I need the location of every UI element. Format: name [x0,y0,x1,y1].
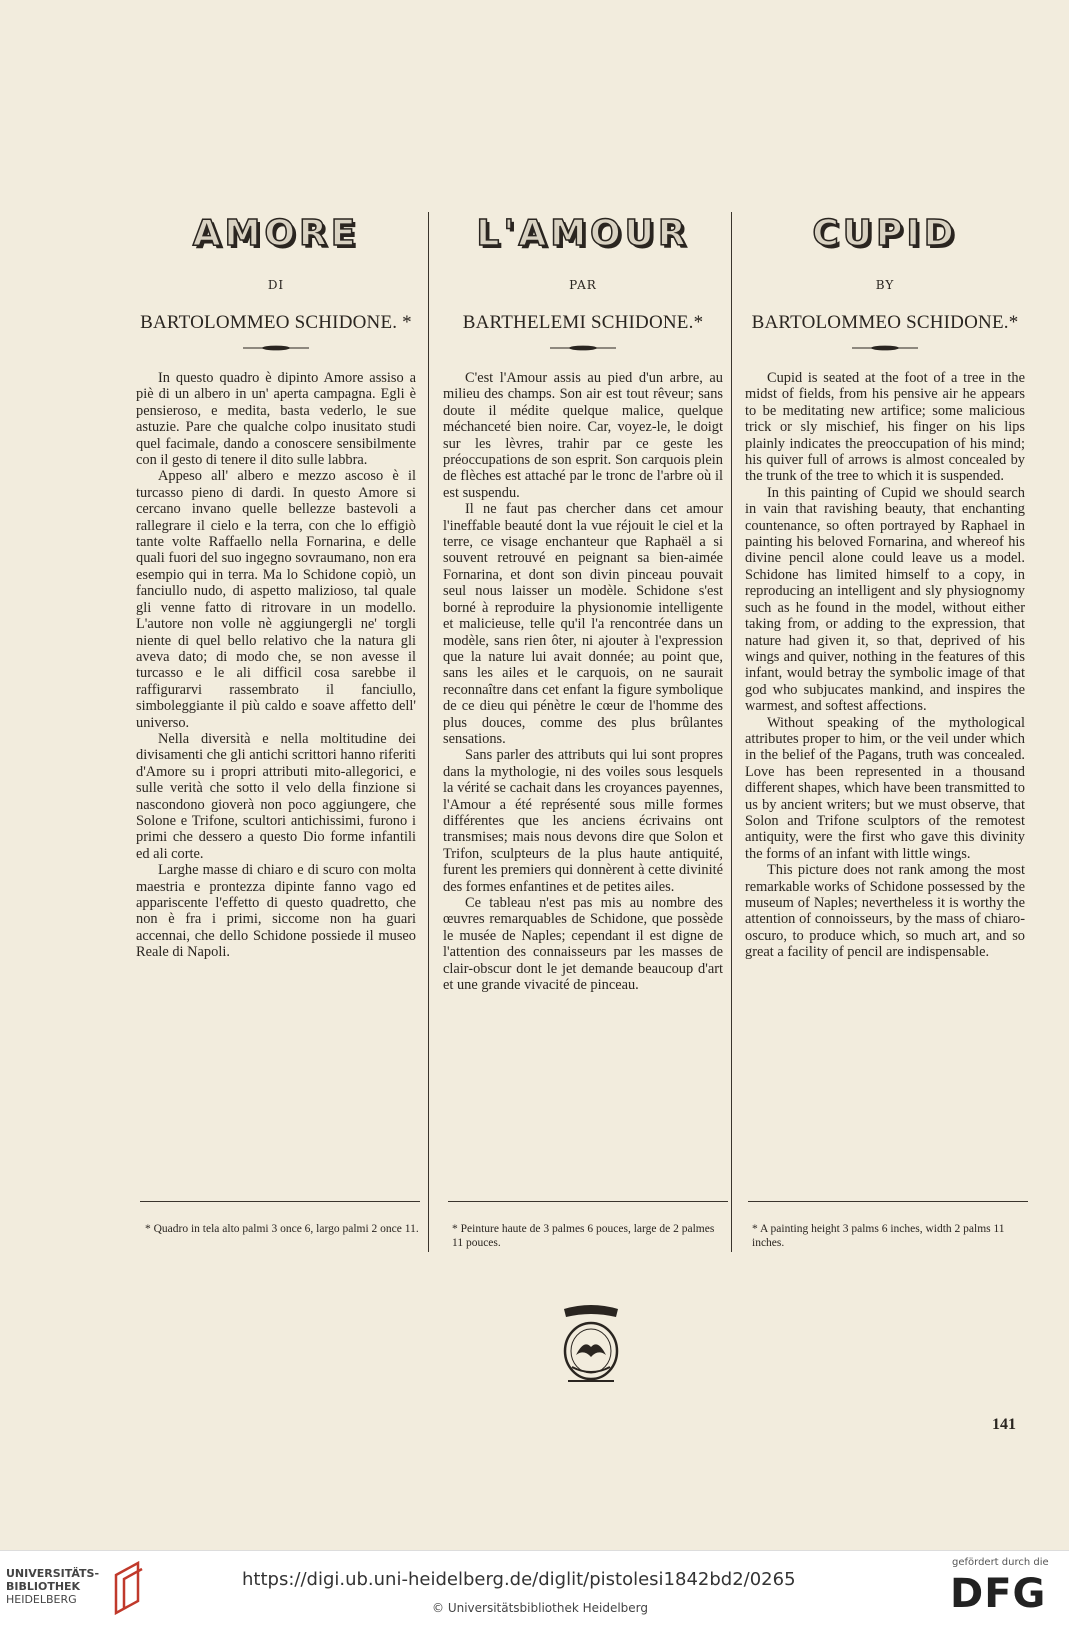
french-title: L'AMOUR [476,213,690,254]
library-name-line: HEIDELBERG [6,1593,77,1606]
italian-text [136,370,416,961]
english-text [745,370,1025,961]
english-footnote: * A painting height 3 palms 6 inches, width 2 palms 11 inches. [752,1223,1005,1249]
french-footnote: * Peinture haute de 3 palmes 6 pouces, large de 2 palmes 11 pouces. [452,1223,715,1249]
library-logo-icon [112,1561,146,1615]
french-preposition: PAR [569,278,597,292]
italian-paragraph: In questo quadro è dipinto Amore assiso a piè di un albero in un' aperta campagna. Egli è pensieroso, e medita, basta vederlo, le sue astuzie. Pare che qualche colpo inusitato studi quel facimale, dando a conoscere sensibilmente con il gesto di tenere il dito sulle labbra. [136,370,416,469]
italian-paragraph: Larghe masse di chiaro e di scuro con molta maestria e prontezza dipinte fanno vago ed appariscente l'effetto di questo quadretto, che non è fra i primi, siccome non ha guari accennai, che dello Schidone possiede il museo Reale di Napoli. [136,862,416,961]
divider-ornament [850,344,920,352]
english-title: CUPID [812,213,958,254]
funding-note: gefördert durch die [952,1557,1049,1568]
italian-footnote: * Quadro in tela alto palmi 3 once 6, largo palmi 2 once 11. [145,1223,419,1235]
italian-paragraph: Nella diversità e nella moltitudine dei divisamenti che gli antichi scrittori hanno riferiti d'Amore su i propri attributi mito-allegorici, e sulle verità che sotto il velo della finzione si nascondono gioverà non poco aggiungere, che Solone e Trifone, scultori antichissimi, furono i primi che dessero a questo Dio forme infantili ed ali corte. [136,730,416,862]
library-name [6,1567,99,1606]
english-paragraph: This picture does not rank among the most remarkable works of Schidone possessed by the museum of Naples; nevertheless it is worthy the attention of connoisseurs, by the mass of chiaro-oscuro, to produce which, so much art, and so great a facility of pencil are indispensable. [745,862,1025,961]
english-preposition: BY [875,278,895,292]
divider-ornament [548,344,618,352]
column-divider-right [731,212,732,1252]
italian-author: BARTOLOMMEO SCHIDONE. * [140,312,412,333]
italian-title: AMORE [192,213,360,254]
library-name-line: UNIVERSITÄTS- [6,1567,100,1580]
footnote-rule [140,1201,420,1202]
english-author: BARTOLOMMEO SCHIDONE.* [751,312,1019,333]
french-paragraph: C'est l'Amour assis au pied d'un arbre, au milieu des champs. Son air est tout rêveur; sans doute il médite quelque malice, quelque méchanceté bien noire. Car, voyez-le, le doigt sur les lèvres, trahir par ce geste les préoccupations de son esprit. Son carquois plein de flèches est attaché par le tronc de l'arbre où il est suspendu. [443,370,723,501]
italian-paragraph: Appeso all' albero e mezzo ascoso è il turcasso pieno di dardi. In questo Amore si cercano invano quelle bellezze bastevoli a rallegrare il cielo e la terra, con che lo effigiò tante volte Raffaello nella Fornarina, e delle quali fuori del suo ingegno sovraumano, non era esempio qui in terra. Ma lo Schidone copiò, un fanciullo nudo, di aspetto malizioso, tal quale gli venne fatto di ritrovare in un modello. L'autore non volle nè aggiungergli ne' torgli niente di quel bello relativo che la natura gli aveva dato; di modo che, se non avesse il turcasso e le ali difficil cosa sarebbe il raffigurarvi rassembrato il fanciullo, simboleggiante il più caldo e soave affetto dell' universo. [136,468,416,731]
french-paragraph: Ce tableau n'est pas mis au nombre des œuvres remarquables de Schidone, que possède le musée de Naples; cependant il est digne de l'attention des connaisseurs par les masses de clair-obscur dont le jet demande beaucoup d'art et une grande vivacité de pinceau. [443,895,723,994]
copyright-notice: © Universitätsbibliothek Heidelberg [432,1601,649,1615]
library-name-line: BIBLIOTHEK [6,1580,81,1593]
english-paragraph: Cupid is seated at the foot of a tree in the midst of fields, from his pensive air he appears to be meditating new artifice; some malicious trick or sly mischief, his finger on his lips plainly indicates the preoccupation of his mind; his quiver full of arrows is almost concealed by the trunk of the tree to which it is suspended. [745,370,1025,485]
column-divider-left [428,212,429,1252]
footnote-rule [448,1201,728,1202]
french-column [443,210,723,993]
french-paragraph: Sans parler des attributs qui lui sont propres dans la mythologie, ni des voiles sous lesquels la vérité se cachait dans les croyances payennes, l'Amour a été représenté sous mille formes différentes que les anciens écrivains ont transmises; mais nous devons dire que Solon et Trifon, sculpteurs de la plus haute antiquité, furent les premiers qui donnèrent à cette divinité des formes enfantines et de petites ailes. [443,747,723,895]
dfg-logo: DFG [950,1571,1047,1617]
french-author: BARTHELEMI SCHIDONE.* [462,312,704,333]
english-column [745,210,1025,961]
divider-ornament [241,344,311,352]
library-footer-bar [0,1550,1069,1631]
permalink-url[interactable]: https://digi.ub.uni-heidelberg.de/diglit/pistolesi1842bd2/0265 [242,1569,796,1590]
english-paragraph: In this painting of Cupid we should search in vain that ravishing beauty, that enchanting countenance, so often portrayed by Raphael in painting his beloved Fornarina, and whereof his divine pencil alone could leave us a model. Schidone has limited himself to a copy, in reproducing an intelligent and sly physiognomy such as he found in the model, without either taking from, or adding to the expression, that nature had given it, so that, deprived of his wings and quiver, nothing in the features of this infant, would betray the symbolic image of that god who subjucates mankind, and inspires the warmest, and softest affections. [745,484,1025,715]
french-paragraph: Il ne faut pas chercher dans cet amour l'ineffable beauté dont la vue réjouit le ciel et la terre, ce visage enchanteur que Raphaël a si souvent retrouvé en peignant sa bien-aimée Fornarina, et dont son divin pinceau pouvait seul nous laisser un modèle. Schidone s'est borné à reproduire la physionomie intelligente et malicieuse, telle qu'il l'a rencontrée dans un modèle, sans rien ôter, ni ajouter à l'expression que la nature lui avait donnée; au point que, sans les ailes et le carquois, on ne saurait reconnaître dans cet enfant la figure symbolique de ce dieu qui pénètre le cœur de l'homme des plus douces, comme des plus brûlantes sensations. [443,501,723,747]
french-text [443,370,723,993]
italian-column [136,210,416,961]
page-number: 141 [992,1416,1016,1433]
footnote-rule [748,1201,1028,1202]
vignette-ornament [558,1303,624,1385]
italian-preposition: DI [267,278,285,292]
english-paragraph: Without speaking of the mythological attributes proper to him, or the veil under which in the belief of the Pagans, truth was concealed. Love has been represented in a thousand different shapes, which have been transmitted to us by ancient writers; but we must observe, that Solon and Trifone sculptors of the remotest antiquity, were the first who gave this divinity the forms of an infant with little wings. [745,714,1025,862]
